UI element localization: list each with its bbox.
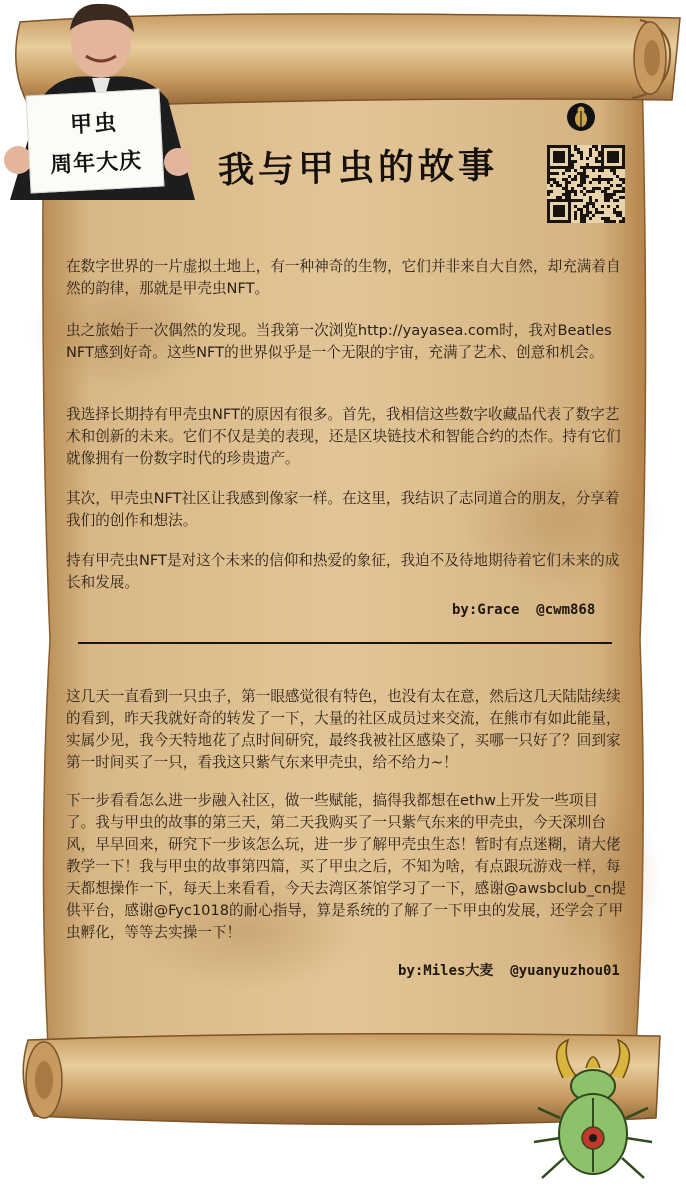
placard-line-2: 周年大庆 (49, 147, 143, 179)
beetle-logo-icon (566, 102, 596, 132)
placard-line-1: 甲虫 (69, 109, 119, 139)
anniversary-placard (26, 89, 165, 194)
story1-paragraph: 在数字世界的一片虚拟土地上，有一种神奇的生物，它们并非来自大自然，却充满着自然的韵律，那就是甲壳虫NFT。 (66, 258, 621, 297)
section-divider (78, 642, 612, 644)
page-title: 我与甲虫的故事 (217, 144, 499, 192)
story2-signature: by:Miles大麦 @yuanyuzhou01 (398, 963, 620, 979)
story1-paragraph: 其次，甲壳虫NFT社区让我感到像家一样。在这里，我结识了志同道合的朋友，分享着我们的创作和想法。 (66, 490, 620, 529)
qr-code[interactable] (547, 145, 625, 223)
story1-paragraph: 虫之旅始于一次偶然的发现。当我第一次浏览http://yayasea.com时，我对Beatles NFT感到好奇。这些NFT的世界似乎是一个无限的宇宙，充满了艺术、创意和机会。 (66, 322, 612, 361)
beetle-mascot (528, 1038, 658, 1188)
story1-signature: by:Grace @cwm868 (452, 602, 596, 618)
story1-paragraph: 持有甲壳虫NFT是对这个未来的信仰和热爱的象征，我迫不及待地期待着它们未来的成长和发展。 (66, 552, 620, 591)
story1-paragraph: 我选择长期持有甲壳虫NFT的原因有很多。首先，我相信这些数字收藏品代表了数字艺术和创新的未来。它们不仅是美的表现，还是区块链技术和智能合约的杰作。持有它们就像拥有一份数字时代的珍贵遗产。 (66, 406, 621, 467)
story2-paragraph: 下一步看看怎么进一步融入社区，做一些赋能，搞得我都想在ethw上开发一些项目了。我与甲虫的故事的第三天，第二天我购买了一只紫气东来的甲壳虫，今天深圳台风，早早回来，研究下一步该怎么玩，进一步了解甲壳虫生态！暂时有点迷糊，请大佬教学一下！我与甲虫的故事第四篇，买了甲虫之后，不知为啥，有点跟玩游戏一样，每天都想操作一下，每天上来看看，今天去湾区茶馆学习了一下，感谢@awsbclub_cn提供平台，感谢@Fyc1018的耐心指导，算是系统的了解了一下甲虫的发展，还学会了甲虫孵化，等等去实操一下！ (66, 792, 626, 941)
story2-paragraph: 这几天一直看到一只虫子，第一眼感觉很有特色，也没有太在意，然后这几天陆陆续续的看到，昨天我就好奇的转发了一下，大量的社区成员过来交流，在熊市有如此能量，实属少见，我今天特地花了点时间研究，最终我被社区感染了，买哪一只好了？回到家第一时间买了一只，看我这只紫气东来甲壳虫，给不给力~！ (66, 688, 621, 771)
